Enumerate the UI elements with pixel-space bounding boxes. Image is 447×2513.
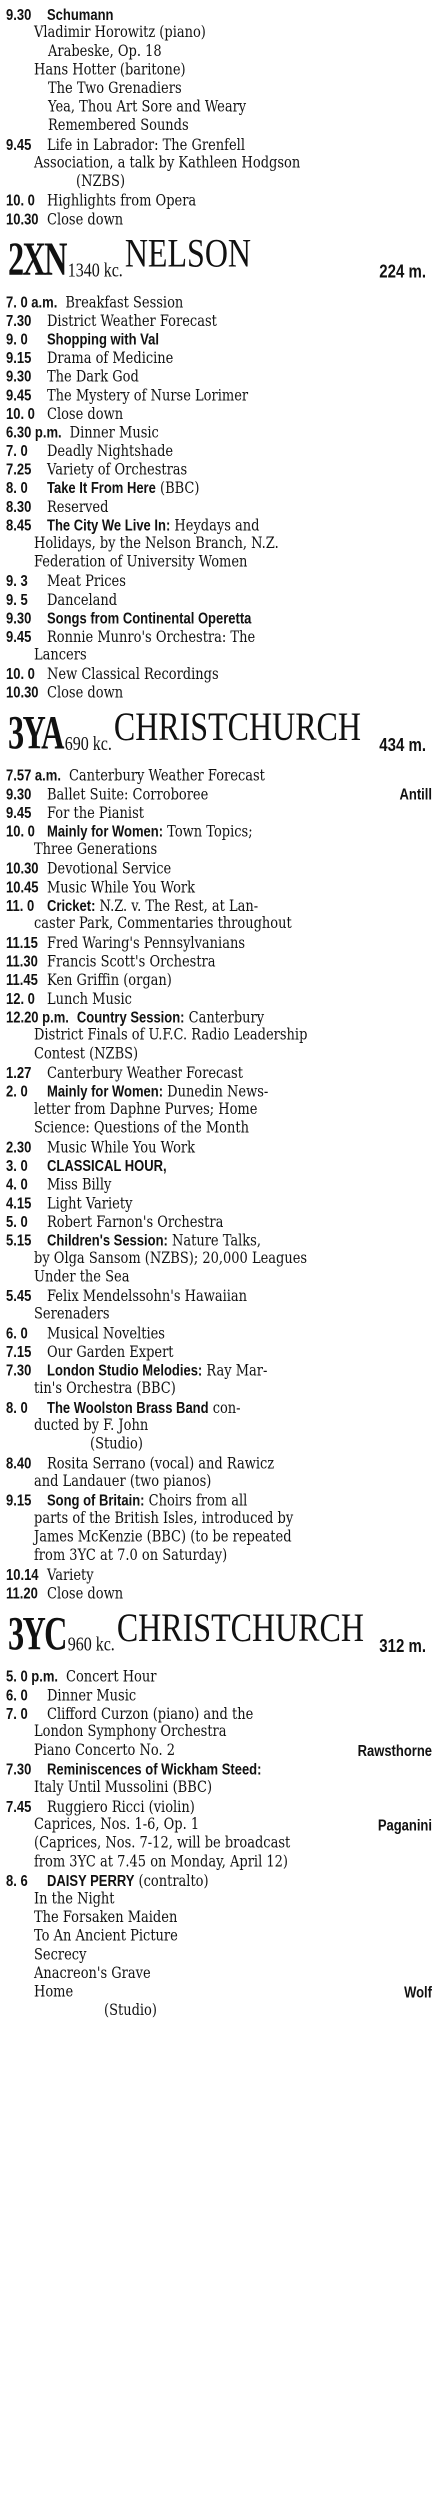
listing-line [6, 989, 432, 1009]
listing-line [6, 1472, 432, 1491]
time-label: 5.15 [6, 1230, 32, 1250]
program-text: District Weather Forecast [47, 312, 217, 331]
station-wavelength: 434 m. [379, 734, 426, 756]
listing-line [6, 784, 432, 804]
listing-line [6, 608, 432, 628]
program-text: Ray Mar- [202, 1361, 268, 1381]
time-label: 11. 0 [6, 895, 35, 915]
program-text: (contralto) [134, 1872, 209, 1892]
listing-line [6, 1890, 432, 1909]
program-text: Robert Farnon's Orchestra [47, 1213, 224, 1232]
listing-line [6, 116, 432, 135]
listing-line [6, 61, 432, 80]
station-wavelength: 224 m. [379, 261, 426, 283]
composer-name: Wolf [404, 1982, 432, 2002]
program-text: letter from Daphne Purves; Home [34, 1100, 258, 1120]
listing-line [6, 1871, 432, 1891]
listing-line [6, 1454, 432, 1474]
program-text: Anacreon's Grave [34, 1964, 151, 1983]
program-text: Dunedin News- [163, 1083, 269, 1102]
listing-line [6, 1045, 432, 1064]
listing-line [6, 952, 432, 972]
time-label: 8.45 [6, 515, 32, 535]
listing-line [6, 970, 432, 990]
listing-line [6, 191, 432, 211]
program-text: Dinner Music [69, 423, 159, 443]
time-label: 11.30 [6, 951, 38, 971]
program-text: Francis Scott's Orchestra [47, 952, 216, 972]
program-text: Canterbury [184, 1008, 265, 1028]
listing-line [6, 1946, 432, 1965]
program-text: by Olga Sansom (NZBS); 20,000 Leagues [34, 1249, 308, 1268]
time-label: 10. 0 [6, 404, 35, 423]
listing-line [6, 590, 432, 610]
time-label: 7. 0 [6, 441, 28, 460]
listing-line [6, 1100, 432, 1119]
program-title: DAISY PERRY [47, 1871, 135, 1890]
program-text: (BBC) [155, 479, 200, 499]
time-label: 9.15 [6, 348, 32, 367]
program-text: Music While You Work [47, 1138, 195, 1158]
station-city: CHRISTCHURCH [113, 703, 361, 749]
program-text: Choirs from all [144, 1492, 248, 1511]
listing-line [6, 1584, 432, 1604]
program-text: Lancers [34, 645, 87, 665]
listing-line [6, 1667, 432, 1687]
time-label: 6. 0 [6, 1323, 28, 1343]
listing-line [6, 1063, 432, 1083]
station-city: CHRISTCHURCH [116, 1604, 364, 1650]
program-text: Town Topics; [163, 822, 253, 842]
listing-line [6, 1547, 432, 1566]
program-text: caster Park, Commentaries throughout [34, 914, 292, 934]
program-text: Holidays, by the Nelson Branch, N.Z. [34, 534, 279, 553]
composer-name: Antill [399, 784, 432, 804]
program-text: Breakfast Session [65, 293, 184, 313]
station-callsign: 3YC [8, 1608, 66, 1661]
time-label: 10. 0 [6, 190, 35, 210]
program-title: Country Session: [76, 1007, 185, 1027]
listing-line [6, 1797, 432, 1817]
listing-line [6, 1119, 432, 1138]
composer-name: Rawsthorne [357, 1741, 432, 1760]
time-label: 10. 0 [6, 821, 35, 841]
listing-line [6, 1324, 432, 1344]
program-text: Miss Billy [47, 1176, 112, 1195]
program-text: Home [34, 1982, 74, 2002]
program-text: and Landauer (two pianos) [34, 1472, 212, 1491]
listing-line [6, 1491, 432, 1511]
listing-line [6, 915, 432, 934]
program-text: Serenaders [34, 1304, 110, 1324]
time-label: 10.30 [6, 209, 39, 229]
program-text: Meat Prices [47, 572, 126, 592]
program-text: Arabeske, Op. 18 [48, 42, 162, 61]
listing-line [6, 292, 432, 312]
program-text: Heydays and [170, 516, 260, 536]
listing-line [6, 627, 432, 647]
program-text: con- [208, 1399, 241, 1418]
listing-line [6, 840, 432, 859]
program-text: Felix Mendelssohn's Hawaiian [47, 1287, 248, 1307]
listing-line [6, 1416, 432, 1435]
program-text: Vladimir Horowitz (piano) [34, 23, 206, 43]
listing-line [6, 1305, 432, 1324]
listing-line [6, 1268, 432, 1287]
listing-line [6, 441, 432, 461]
listing-line [6, 1008, 432, 1028]
program-text: Ruggiero Ricci (violin) [47, 1798, 195, 1817]
listing-line [6, 859, 432, 879]
program-text: N.Z. v. The Rest, at Lan- [95, 897, 259, 916]
time-label: 7.30 [6, 311, 32, 330]
time-label: 9.15 [6, 1490, 32, 1510]
program-text: Yea, Thou Art Sore and Weary [48, 97, 247, 117]
listing-line [6, 1528, 432, 1547]
listing-line [6, 497, 432, 517]
listing-line [6, 1964, 432, 1983]
program-title: Take It From Here [47, 478, 156, 497]
program-title: The City We Live In: [47, 515, 171, 535]
station-frequency: 960 kc. [67, 1634, 115, 1656]
program-text: Life in Labrador: The Grenfell [47, 136, 245, 155]
time-label: 8. 6 [6, 1871, 28, 1890]
time-label: 8. 0 [6, 478, 28, 497]
listing-line [6, 1156, 432, 1176]
program-text: Three Generations [34, 840, 158, 859]
listing-line [6, 1435, 432, 1454]
program-title: Songs from Continental Operetta [47, 608, 252, 628]
composer-name: Paganini [377, 1815, 432, 1835]
listing-line [6, 2001, 432, 2020]
time-label: 11.20 [6, 1583, 38, 1603]
time-label: 9.30 [6, 608, 32, 628]
listing-line [6, 1342, 432, 1362]
time-label: 9.30 [6, 366, 32, 386]
program-text: District Finals of U.F.C. Radio Leadership [34, 1026, 308, 1045]
listing-line [6, 1249, 432, 1268]
listing-line [6, 135, 432, 155]
program-text: Musical Novelties [47, 1324, 165, 1344]
listing-line [6, 1026, 432, 1045]
program-title: Cricket: [47, 895, 96, 915]
time-label: 8. 0 [6, 1397, 28, 1417]
program-text: Contest (NZBS) [34, 1044, 139, 1064]
program-text: parts of the British Isles, introduced by [34, 1509, 294, 1529]
listing-line [6, 1741, 432, 1760]
listing-line [6, 1908, 432, 1927]
program-text: Deadly Nightshade [47, 442, 174, 462]
program-text: Federation of University Women [34, 552, 248, 572]
listing-line [6, 1983, 432, 2002]
program-text: Lunch Music [47, 990, 132, 1009]
time-label: 7.30 [6, 1759, 32, 1779]
program-text: Canterbury Weather Forecast [68, 767, 265, 786]
time-label: 5. 0 [6, 1212, 28, 1231]
time-label: 9.45 [6, 385, 32, 404]
listing-line [6, 1361, 432, 1381]
listing-line [6, 1175, 432, 1195]
program-text: Fred Waring's Pennsylvanians [47, 934, 246, 953]
program-text: James McKenzie (BBC) (to be repeated [34, 1528, 292, 1547]
listing-line [6, 1082, 432, 1102]
listing-line [6, 79, 432, 98]
program-title: Schumann [47, 4, 114, 24]
listing-line [6, 1231, 432, 1251]
time-label: 7.45 [6, 1796, 32, 1816]
time-label: 10.45 [6, 877, 39, 896]
listing-line [6, 1760, 432, 1780]
station-city: NELSON [124, 230, 252, 276]
program-text: The Mystery of Nurse Lorimer [47, 386, 249, 406]
time-label: 5. 0 p.m. [6, 1666, 59, 1686]
program-text: Ken Griffin (organ) [47, 971, 172, 991]
listing-line [6, 24, 432, 43]
program-text: Close down [47, 684, 124, 703]
program-title: The Woolston Brass Band [47, 1397, 209, 1417]
time-label: 2. 0 [6, 1081, 28, 1101]
listing-line [6, 1286, 432, 1306]
program-text: For the Pianist [47, 804, 144, 823]
program-text: tin's Orchestra (BBC) [34, 1379, 176, 1398]
listing-line [6, 683, 432, 703]
listing-line [6, 1853, 432, 1872]
listing-line [6, 1193, 432, 1213]
program-text: Variety [47, 1566, 94, 1586]
program-text: (Studio) [90, 1435, 143, 1454]
listing-line [6, 5, 432, 25]
station-header [6, 1604, 432, 1661]
program-text: Close down [47, 210, 124, 230]
listing-line [6, 1398, 432, 1418]
listing-line [6, 1509, 432, 1528]
listing-line [6, 1723, 432, 1742]
station-frequency: 690 kc. [64, 733, 112, 755]
program-text: The Forsaken Maiden [34, 1908, 178, 1928]
program-title: Reminiscences of Wickham Steed: [47, 1759, 262, 1779]
time-label: 11.45 [6, 970, 38, 989]
time-label: 9. 3 [6, 571, 28, 590]
listing-line [6, 1379, 432, 1398]
listing-line [6, 1778, 432, 1797]
program-text: Caprices, Nos. 1-6, Op. 1 [34, 1815, 200, 1835]
program-text: The Dark God [47, 368, 139, 387]
time-label: 3. 0 [6, 1156, 28, 1175]
program-title: Mainly for Women: [47, 821, 164, 841]
time-label: 2.30 [6, 1137, 32, 1157]
program-title: CLASSICAL HOUR, [47, 1156, 167, 1175]
listing-line [6, 534, 432, 553]
program-title: London Studio Melodies: [47, 1360, 203, 1380]
time-label: 5.45 [6, 1286, 32, 1305]
program-text: Devotional Service [47, 860, 172, 879]
program-text: The Two Grenadiers [48, 79, 182, 98]
time-label: 7.15 [6, 1342, 32, 1361]
time-label: 10.30 [6, 682, 39, 702]
program-text: (NZBS) [76, 172, 126, 191]
program-text: Association, a talk by Kathleen Hodgson [34, 153, 301, 173]
listing-line [6, 98, 432, 117]
program-text: Music While You Work [47, 878, 195, 898]
listing-line [6, 1685, 432, 1705]
listing-line [6, 896, 432, 916]
program-text: In the Night [34, 1889, 115, 1909]
time-label: 10.30 [6, 858, 39, 878]
listing-line [6, 646, 432, 665]
program-text: Under the Sea [34, 1267, 130, 1287]
program-text: Italy Until Mussolini (BBC) [34, 1778, 213, 1797]
program-text: Close down [47, 405, 124, 424]
time-label: 9.45 [6, 135, 32, 154]
program-text: To An Ancient Picture [34, 1927, 178, 1946]
listing-line [6, 460, 432, 480]
listing-line [6, 766, 432, 786]
listing-line [6, 664, 432, 684]
program-title: Song of Britain: [47, 1490, 145, 1510]
program-text: Dinner Music [47, 1686, 137, 1706]
time-label: 1.27 [6, 1063, 32, 1082]
time-label: 9.30 [6, 4, 32, 24]
program-text: Ronnie Munro's Orchestra: The [47, 628, 256, 647]
program-text: Drama of Medicine [47, 349, 174, 369]
time-label: 12.20 p.m. [6, 1007, 69, 1027]
time-label: 7. 0 [6, 1703, 28, 1723]
program-text: (Studio) [104, 2001, 157, 2020]
time-label: 12. 0 [6, 988, 35, 1008]
listing-line [6, 1212, 432, 1232]
program-text: Ballet Suite: Corroboree [47, 785, 209, 805]
time-label: 9.30 [6, 784, 32, 804]
listing-line [6, 1704, 432, 1724]
time-label: 8.40 [6, 1453, 32, 1473]
listing-line [6, 367, 432, 387]
listing-line [6, 404, 432, 424]
station-header [6, 703, 432, 760]
listing-line [6, 209, 432, 229]
listing-line [6, 571, 432, 591]
listing-line [6, 1816, 432, 1835]
time-label: 10. 0 [6, 664, 35, 683]
time-label: 7. 0 a.m. [6, 292, 58, 312]
program-title: Children's Session: [47, 1230, 168, 1250]
program-text: Close down [47, 1585, 124, 1604]
time-label: 4.15 [6, 1193, 32, 1212]
program-text: ducted by F. John [34, 1416, 149, 1436]
time-label: 7.30 [6, 1360, 32, 1380]
listing-line [6, 348, 432, 368]
time-label: 6. 0 [6, 1685, 28, 1704]
listing-line [6, 154, 432, 173]
listing-line [6, 1565, 432, 1585]
listing-line [6, 478, 432, 498]
time-label: 11.15 [6, 933, 38, 952]
listing-line [6, 172, 432, 191]
program-text: Hans Hotter (baritone) [34, 60, 186, 80]
listing-line [6, 1927, 432, 1946]
program-text: (Caprices, Nos. 7-12, will be broadcast [34, 1834, 291, 1853]
listing-line [6, 330, 432, 350]
listing-line [6, 933, 432, 953]
time-label: 7.25 [6, 459, 32, 479]
listing-line [6, 1834, 432, 1853]
program-text: Variety of Orchestras [47, 461, 188, 480]
program-text: Light Variety [47, 1194, 133, 1214]
program-text: Remembered Sounds [48, 116, 189, 136]
time-label: 6.30 p.m. [6, 422, 62, 442]
program-text: Reserved [47, 498, 109, 517]
program-title: Mainly for Women: [47, 1081, 164, 1101]
program-text: Clifford Curzon (piano) and the [47, 1705, 254, 1724]
program-text: Canterbury Weather Forecast [47, 1064, 243, 1084]
listing-line [6, 311, 432, 331]
station-callsign: 3YA [8, 707, 63, 760]
listing-line [6, 1138, 432, 1158]
listing-line [6, 516, 432, 536]
time-label: 4. 0 [6, 1174, 28, 1194]
time-label: 9.45 [6, 627, 32, 646]
station-header [6, 230, 432, 287]
time-label: 7.57 a.m. [6, 765, 61, 785]
station-wavelength: 312 m. [379, 1635, 426, 1657]
station-callsign: 2XN [8, 234, 66, 287]
program-text: Nature Talks, [167, 1231, 261, 1251]
program-title: Shopping with Val [47, 329, 159, 349]
listing-line [6, 385, 432, 405]
program-text: Our Garden Expert [47, 1343, 174, 1362]
program-text: Piano Concerto No. 2 [34, 1741, 176, 1760]
time-label: 9.45 [6, 803, 32, 822]
time-label: 9. 0 [6, 329, 28, 349]
program-text: Concert Hour [66, 1668, 157, 1687]
program-text: Danceland [47, 591, 118, 610]
listing-line [6, 822, 432, 842]
program-text: Science: Questions of the Month [34, 1119, 249, 1138]
program-text: Highlights from Opera [47, 192, 197, 211]
program-text: from 3YC at 7.45 on Monday, April 12) [34, 1852, 288, 1872]
time-label: 8.30 [6, 496, 32, 516]
listing-line [6, 803, 432, 823]
time-label: 10.14 [6, 1565, 39, 1584]
listing-line [6, 877, 432, 897]
time-label: 9. 5 [6, 589, 28, 609]
listing-line [6, 423, 432, 443]
program-text: London Symphony Orchestra [34, 1722, 227, 1742]
program-text: Secrecy [34, 1945, 87, 1965]
program-text: New Classical Recordings [47, 665, 219, 685]
listing-line [6, 42, 432, 61]
station-frequency: 1340 kc. [67, 260, 123, 282]
program-text: from 3YC at 7.0 on Saturday) [34, 1546, 228, 1566]
listing-line [6, 553, 432, 572]
program-text: Rosita Serrano (vocal) and Rawicz [47, 1454, 275, 1474]
